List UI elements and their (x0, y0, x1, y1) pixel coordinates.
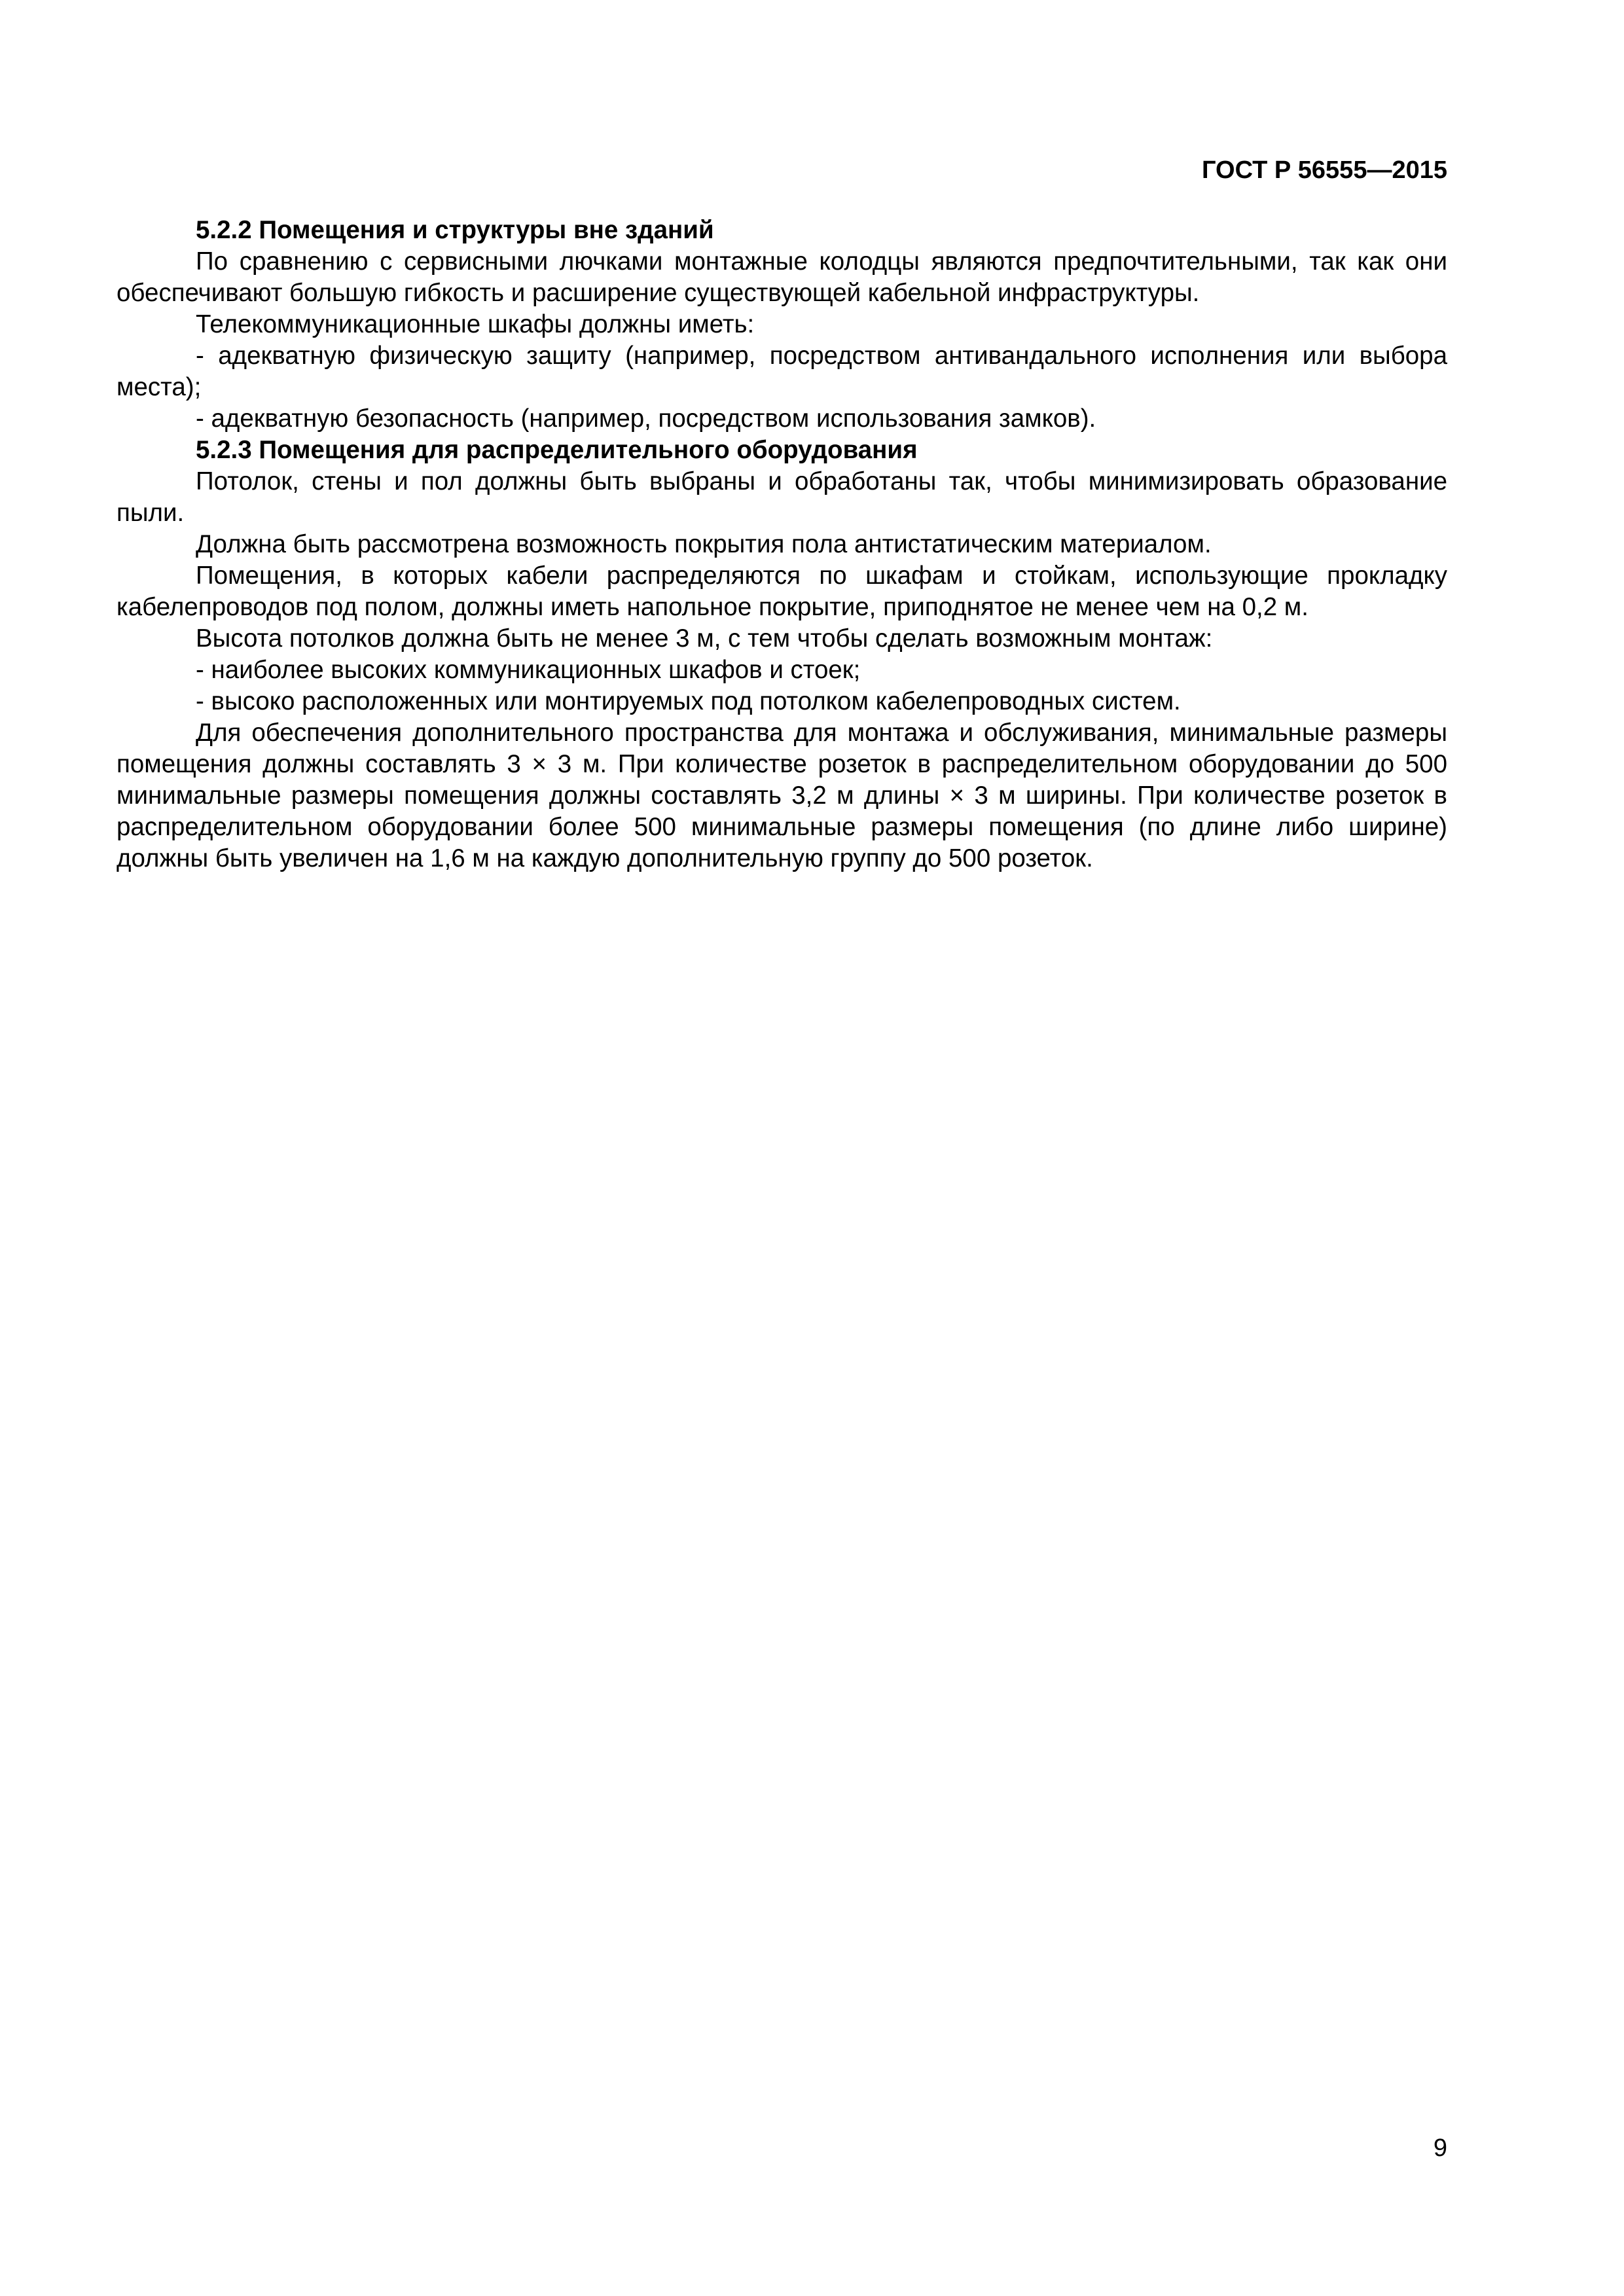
paragraph: Потолок, стены и пол должны быть выбраны и обработаны так, чтобы минимизировать образование пыли. (117, 467, 1447, 527)
list-item: - наиболее высоких коммуникационных шкафов и стоек; (196, 656, 861, 684)
list-item: - адекватную физическую защиту (например, посредством антивандального исполнения или выбора места); (117, 342, 1447, 401)
document-header: ГОСТ Р 56555—2015 (1202, 156, 1447, 184)
document-body (117, 215, 1447, 874)
paragraph: Высота потолков должна быть не менее 3 м, с тем чтобы сделать возможным монтаж: (196, 624, 1213, 653)
paragraph: Для обеспечения дополнительного пространства для монтажа и обслуживания, минимальные размеры помещения должны составлять 3 × 3 м. При количестве розеток в распределительном оборудовании до 500 минимальные размеры помещения должны составлять 3,2 м длины × 3 м ширины. При количестве розеток в распределительном оборудовании более 500 минимальные размеры помещения (по длине либо ширине) должны быть увеличен на 1,6 м на каждую дополнительную группу до 500 розеток. (117, 719, 1447, 872)
section-heading-5-2-2: 5.2.2 Помещения и структуры вне зданий (196, 216, 714, 244)
section-heading-5-2-3: 5.2.3 Помещения для распределительного оборудования (196, 436, 918, 464)
paragraph: Телекоммуникационные шкафы должны иметь: (196, 310, 755, 338)
paragraph: Помещения, в которых кабели распределяются по шкафам и стойкам, использующие прокладку кабелепроводов под полом, должны иметь напольное покрытие, приподнятое не менее чем на 0,2 м. (117, 562, 1447, 621)
page-number: 9 (1433, 2134, 1447, 2162)
list-item: - адекватную безопасность (например, посредством использования замков). (196, 404, 1096, 433)
paragraph: По сравнению с сервисными лючками монтажные колодцы являются предпочтительными, так как они обеспечивают большую гибкость и расширение существующей кабельной инфраструктуры. (117, 247, 1447, 307)
paragraph: Должна быть рассмотрена возможность покрытия пола антистатическим материалом. (196, 530, 1212, 558)
list-item: - высоко расположенных или монтируемых под потолком кабелепроводных систем. (196, 687, 1181, 715)
